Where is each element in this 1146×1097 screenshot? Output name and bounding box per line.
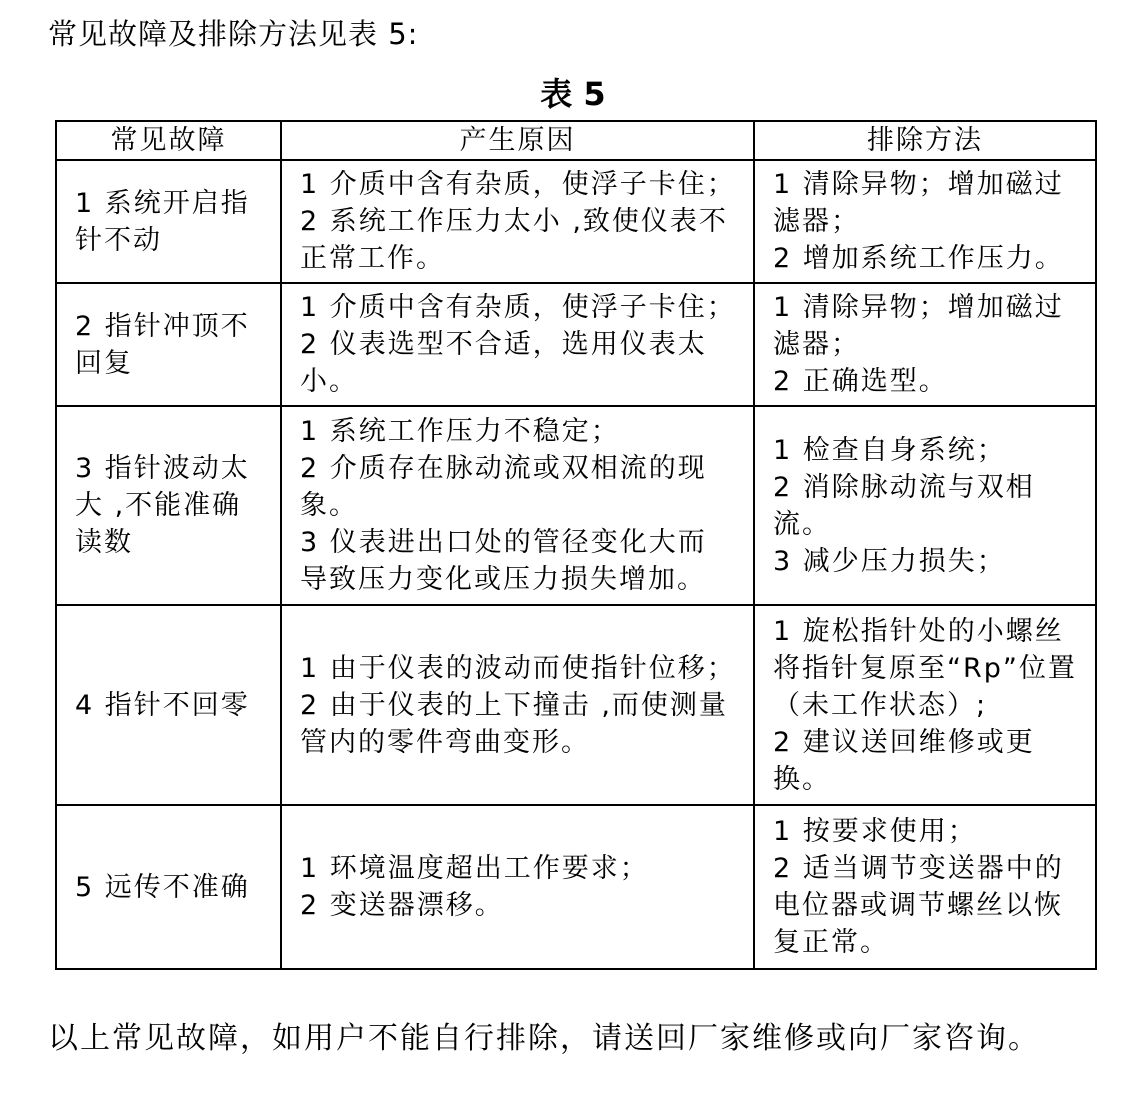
cause-line: 1 系统工作压力不稳定； [300,416,620,447]
fault-line: 1 系统开启指 [75,187,250,219]
cause-cell [281,160,754,283]
solution-line: 电位器或调节螺丝以恢 [773,890,1063,921]
solution-line: 将指针复原至“Rp”位置 [773,652,1077,684]
fault-cell [56,283,281,406]
fault-line: 大 ,不能准确 [75,490,242,521]
cause-line: 1 由于仪表的波动而使指针位移； [300,652,736,684]
solution-line: 滤器； [773,206,860,237]
cause-line: 正常工作。 [300,243,445,274]
fault-cell [56,605,281,805]
table-row [56,283,1096,406]
cause-line: 导致压力变化或压力损失增加。 [300,564,706,595]
cause-line: 1 介质中含有杂质，使浮子卡住； [300,292,736,323]
solution-line: 2 增加系统工作压力。 [773,243,1064,274]
solution-line: 1 按要求使用； [773,816,977,847]
solution-cell [754,283,1096,406]
cause-line: 2 系统工作压力太小 ,致使仪表不 [300,206,728,237]
cause-line: 管内的零件弯曲变形。 [300,726,590,758]
cause-line: 象。 [300,490,358,521]
cause-line: 3 仪表进出口处的管径变化大而 [300,527,707,558]
cause-line: 2 由于仪表的上下撞击 ,而使测量 [300,689,728,721]
solution-line: 1 旋松指针处的小螺丝 [773,615,1064,647]
header-solution: 排除方法 [754,121,1096,160]
fault-table [55,120,1097,970]
solution-line: 1 清除异物；增加磁过 [773,169,1064,200]
cause-line: 2 介质存在脉动流或双相流的现 [300,453,707,484]
solution-line: 流。 [773,508,831,540]
cause-cell [281,605,754,805]
table-header-row [56,121,1096,160]
header-cause: 产生原因 [281,121,754,160]
cause-cell [281,283,754,406]
cause-line: 小。 [300,366,358,397]
cause-cell [281,406,754,605]
outro-text: 以上常见故障，如用户不能自行排除，请送回厂家维修或向厂家咨询。 [48,1021,1040,1056]
fault-line: 读数 [75,527,133,558]
solution-line: 2 适当调节变送器中的 [773,853,1064,884]
solution-line: 2 消除脉动流与双相 [773,471,1035,503]
fault-line: 3 指针波动太 [75,453,250,484]
solution-line: 滤器； [773,329,860,360]
fault-line: 针不动 [75,224,162,256]
fault-cell [56,406,281,605]
solution-line: 复正常。 [773,927,889,958]
header-fault: 常见故障 [56,121,281,160]
solution-cell [754,160,1096,283]
solution-line: 2 正确选型。 [773,366,948,397]
table-row [56,605,1096,805]
solution-line: 3 减少压力损失； [773,545,1006,577]
table-row [56,406,1096,605]
fault-cell [56,160,281,283]
fault-line: 5 远传不准确 [75,871,250,903]
table-row [56,160,1096,283]
cause-line: 2 仪表选型不合适，选用仪表太 [300,329,707,360]
solution-cell [754,605,1096,805]
cause-cell [281,805,754,969]
fault-line: 回复 [75,347,133,379]
solution-line: （未工作状态）; [773,689,988,721]
solution-line: 2 建议送回维修或更 [773,726,1035,758]
table-title: 表 5 [540,75,606,113]
cause-line: 2 变送器漂移。 [300,890,504,921]
fault-line: 2 指针冲顶不 [75,310,250,342]
cause-line: 1 环境温度超出工作要求； [300,853,649,884]
solution-cell [754,805,1096,969]
solution-line: 换。 [773,763,831,795]
fault-line: 4 指针不回零 [75,689,250,721]
table-row [56,805,1096,969]
solution-line: 1 检查自身系统； [773,434,1006,466]
intro-text: 常见故障及排除方法见表 5: [48,17,419,51]
fault-cell [56,805,281,969]
cause-line: 1 介质中含有杂质，使浮子卡住； [300,169,736,200]
solution-line: 1 清除异物；增加磁过 [773,292,1064,323]
solution-cell [754,406,1096,605]
